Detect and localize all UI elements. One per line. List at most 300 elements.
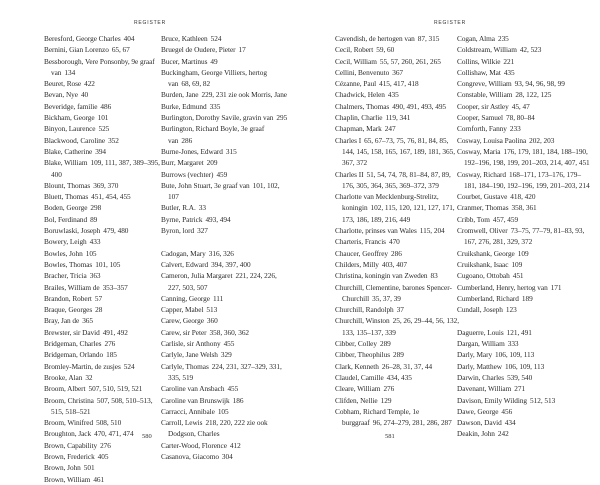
- index-entry: [457, 169, 592, 192]
- entry-pages: 28, 122, 125: [515, 90, 552, 100]
- letter-section-gap: [457, 315, 592, 326]
- entry-name: Cromwell, Oliver: [457, 226, 508, 236]
- entry-name: Broom, Albert: [44, 384, 86, 394]
- entry-name: Cavendish, de hertogen van: [335, 34, 415, 43]
- entry-pages: 276: [100, 440, 111, 450]
- entry-pages: 512, 513: [530, 395, 556, 405]
- entry-name: Cleare, William: [335, 384, 381, 394]
- index-entry: [161, 338, 289, 349]
- entry-name: Cumberland, Richard: [457, 293, 519, 303]
- index-entry: [457, 89, 592, 100]
- entry-name: Dawson, David: [457, 418, 502, 428]
- entry-name: Cooper, sir Astley: [457, 101, 509, 111]
- entry-pages: 129: [380, 395, 392, 405]
- entry-pages: 101, 102, 107: [168, 180, 280, 202]
- entry-name: Churchill, Clementine, barones Spencer-Churchill: [335, 282, 452, 303]
- index-entry: [335, 191, 460, 225]
- index-entry: [44, 327, 166, 338]
- entry-name: Bruce, Kathleen: [161, 34, 208, 43]
- entry-name: Chadwick, Helen: [335, 90, 385, 100]
- entry-name: Brown, Frederick: [44, 451, 95, 461]
- index-entry: [335, 304, 460, 315]
- entry-name: Bridgeman, Charles: [44, 339, 102, 349]
- entry-pages: 451, 454, 455: [91, 192, 131, 202]
- entry-name: Cadogan, Mary: [161, 248, 206, 258]
- index-entry: [335, 406, 460, 429]
- entry-pages: 57: [94, 293, 103, 303]
- entry-name: Carew, George: [161, 316, 204, 326]
- index-entry: [44, 112, 166, 123]
- entry-pages: 89: [90, 214, 98, 224]
- entry-name: Caroline van Brunswijk: [161, 395, 230, 405]
- index-entry: [335, 169, 460, 192]
- index-entry: [335, 67, 460, 78]
- entry-pages: 435: [387, 90, 399, 100]
- entry-name: Charteris, Francis: [335, 237, 386, 247]
- entry-name: Cogan, Alma: [457, 34, 495, 43]
- index-entry: [161, 123, 289, 146]
- entry-pages: 404: [123, 34, 135, 43]
- index-entry: [161, 225, 289, 236]
- index-entry: [161, 259, 289, 270]
- entry-pages: 493, 494: [205, 214, 231, 224]
- entry-pages: 93, 94, 96, 98, 99: [514, 79, 565, 89]
- entry-name: Dawe, George: [457, 406, 499, 416]
- entry-name: Carlyle, Jane Welsh: [161, 350, 218, 360]
- entry-name: Carlyle, Thomas: [161, 361, 209, 371]
- entry-pages: 186: [232, 395, 244, 405]
- entry-pages: 358, 361: [511, 203, 537, 213]
- entry-pages: 286: [181, 135, 193, 145]
- entry-pages: 394: [95, 146, 107, 156]
- entry-name: Cobham, Richard Temple, 1e burggraaf: [335, 406, 420, 428]
- index-entry: [44, 202, 166, 213]
- entry-pages: 365: [82, 316, 93, 326]
- index-entry: [161, 361, 289, 384]
- index-entry: [335, 372, 460, 383]
- index-entry: [457, 395, 592, 406]
- entry-name: Bracher, Tricia: [44, 271, 87, 281]
- entry-pages: 455: [223, 339, 235, 349]
- entry-name: Coldstream, William: [457, 45, 517, 55]
- entry-pages: 96, 274–279, 281, 286, 287: [372, 418, 452, 428]
- index-entry: [335, 236, 460, 247]
- entry-name: Cameron, Julia Margaret: [161, 271, 233, 281]
- entry-name: Cumberland, Henry, hertog van: [457, 282, 548, 292]
- entry-name: Bluett, Thomas: [44, 192, 89, 202]
- index-entry: [335, 44, 460, 55]
- entry-pages: 298: [90, 203, 102, 213]
- entry-pages: 456: [501, 406, 513, 416]
- entry-pages: 507, 508, 510–513, 515, 518–521: [51, 395, 153, 416]
- entry-name: Binyon, Laurence: [44, 124, 96, 134]
- index-entry: [44, 361, 166, 372]
- entry-name: Beresford, George Charles: [44, 34, 121, 43]
- running-head: REGISTER: [434, 20, 466, 26]
- index-entry: [457, 372, 592, 383]
- entry-name: Capper, Mabel: [161, 305, 204, 315]
- entry-pages: 121, 491: [506, 327, 532, 337]
- page-number: 581: [385, 433, 395, 440]
- entry-pages: 455: [227, 384, 239, 394]
- entry-name: Cranmer, Thomas: [457, 203, 509, 213]
- entry-name: Burden, Jane: [161, 90, 199, 100]
- entry-pages: 394, 397, 400: [211, 259, 251, 269]
- entry-name: Charlotte, prinses van Wales: [335, 226, 417, 236]
- entry-name: Braque, Georges: [44, 305, 93, 315]
- entry-name: Byron, lord: [161, 226, 195, 236]
- entry-name: Carew, sir Peter: [161, 327, 207, 337]
- entry-name: Cruikshank, George: [457, 248, 515, 258]
- entry-name: Beveridge, familie: [44, 101, 98, 111]
- entry-pages: 37: [396, 305, 404, 315]
- entry-name: Darwin, Charles: [457, 372, 505, 382]
- index-entry: [161, 56, 289, 67]
- index-entry: [44, 101, 166, 112]
- entry-name: Blake, William: [44, 158, 88, 168]
- letter-section-gap: [161, 236, 289, 247]
- entry-pages: 434: [504, 418, 516, 428]
- entry-name: Cézanne, Paul: [335, 79, 377, 89]
- index-entry: [161, 202, 289, 213]
- entry-name: Boden, George: [44, 203, 88, 213]
- entry-pages: 55, 57, 260, 261, 265: [379, 56, 441, 66]
- entry-pages: 42, 523: [519, 45, 542, 55]
- entry-pages: 276: [383, 384, 395, 394]
- index-entry: [335, 270, 460, 281]
- entry-pages: 101, 105: [95, 259, 121, 269]
- index-entry: [335, 259, 460, 270]
- entry-pages: 83: [430, 271, 438, 281]
- index-entry: [457, 56, 592, 67]
- index-entry: [161, 180, 289, 203]
- entry-pages: 40: [80, 90, 89, 100]
- index-column: [44, 33, 166, 485]
- entry-pages: 422: [84, 79, 95, 89]
- entry-name: Cribb, Tom: [457, 214, 490, 224]
- entry-pages: 491, 492: [102, 327, 128, 337]
- index-entry: [457, 67, 592, 78]
- index-entry: [457, 225, 592, 248]
- entry-name: Collins, Wilkie: [457, 56, 501, 66]
- index-entry: [457, 146, 592, 169]
- index-entry: [44, 417, 166, 428]
- entry-pages: 369, 370: [93, 180, 119, 190]
- entry-name: Christina, koningin van Zweden: [335, 271, 428, 281]
- entry-pages: 289: [393, 350, 404, 360]
- index-entry: [44, 349, 166, 360]
- entry-pages: 185: [106, 350, 117, 360]
- entry-pages: 403, 407: [381, 259, 407, 269]
- entry-name: Dargan, William: [457, 339, 505, 349]
- entry-name: Cosway, Richard: [457, 169, 507, 179]
- entry-pages: 513: [206, 305, 218, 315]
- index-entry: [457, 270, 592, 281]
- index-entry: [457, 44, 592, 55]
- entry-pages: 221: [503, 56, 515, 66]
- entry-pages: 329: [220, 350, 232, 360]
- entry-pages: 105: [85, 248, 97, 258]
- entry-name: Brown, Capability: [44, 440, 98, 450]
- entry-pages: 508, 510: [96, 418, 122, 428]
- entry-pages: 247: [384, 124, 396, 134]
- index-entry: [44, 44, 166, 55]
- entry-pages: 363: [89, 271, 101, 281]
- index-entry: [44, 191, 166, 202]
- entry-name: Davenant, William: [457, 384, 512, 394]
- entry-pages: 451: [512, 271, 524, 281]
- index-entry: [457, 191, 592, 202]
- index-entry: [457, 361, 592, 372]
- entry-pages: 101: [97, 113, 109, 123]
- index-entry: [44, 440, 166, 451]
- entry-pages: 412: [229, 440, 241, 450]
- index-entry: [457, 112, 592, 123]
- entry-name: Bowles, Thomas: [44, 259, 93, 269]
- entry-name: Cecil, William: [335, 56, 377, 66]
- entry-name: Darly, Mary: [457, 350, 493, 360]
- entry-pages: 123: [505, 305, 517, 315]
- entry-name: Constable, William: [457, 90, 513, 100]
- entry-pages: 109: [517, 248, 529, 258]
- entry-pages: 35, 37, 39: [372, 293, 401, 303]
- entry-pages: 109, 111, 387, 389–395, 400: [51, 158, 160, 179]
- index-entry: [161, 383, 289, 394]
- entry-name: Childers, Milly: [335, 259, 379, 269]
- entry-name: Chapman, Mark: [335, 124, 382, 134]
- entry-pages: 106, 109, 113: [505, 361, 545, 371]
- entry-pages: 119, 341: [385, 113, 411, 123]
- entry-pages: 106, 109, 113: [495, 350, 535, 360]
- index-entry: [161, 304, 289, 315]
- index-entry: [335, 383, 460, 394]
- entry-name: Cornforth, Fanny: [457, 124, 507, 134]
- entry-name: Courbet, Gustave: [457, 192, 508, 202]
- index-entry: [457, 78, 592, 89]
- index-entry: [161, 169, 289, 180]
- right-page: [300, 0, 600, 460]
- index-entry: [457, 349, 592, 360]
- entry-pages: 435: [503, 67, 515, 77]
- index-entry: [161, 327, 289, 338]
- entry-pages: 315: [225, 146, 237, 156]
- index-entry: [161, 270, 289, 293]
- entry-pages: 134: [64, 67, 76, 77]
- entry-pages: 65, 67: [111, 45, 130, 55]
- entry-name: Brewster, sir David: [44, 327, 100, 337]
- entry-pages: 105: [217, 406, 229, 416]
- index-entry: [161, 33, 289, 44]
- entry-pages: 457, 459: [492, 214, 519, 224]
- entry-pages: 271: [514, 384, 526, 394]
- entry-name: Charlotte van Mecklenburg-Strelitz, koningin: [335, 192, 439, 213]
- entry-name: Carlisle, sir Anthony: [161, 339, 221, 349]
- index-entry: [457, 327, 592, 338]
- entry-name: Brooke, Alan: [44, 372, 83, 382]
- entry-pages: 49: [210, 56, 218, 66]
- entry-name: Cruikshank, Isaac: [457, 259, 509, 269]
- index-entry: [457, 282, 592, 293]
- index-entry: [161, 146, 289, 157]
- index-entry: [457, 417, 592, 428]
- index-entry: [335, 395, 460, 406]
- index-entry: [161, 67, 289, 90]
- entry-pages: 461: [93, 474, 105, 484]
- entry-pages: 295: [276, 113, 288, 123]
- entry-name: Bessborough, Vere Ponsonby, 9e graaf van: [44, 56, 155, 77]
- entry-pages: 367: [392, 67, 404, 77]
- index-entry: [161, 157, 289, 168]
- index-entry: [457, 202, 592, 213]
- entry-pages: 33: [198, 203, 206, 213]
- entry-pages: 286: [391, 248, 402, 258]
- entry-name: Brown, William: [44, 474, 91, 484]
- entry-name: Burlington, Richard Boyle, 3e graaf van: [161, 124, 265, 145]
- entry-pages: 111: [212, 293, 224, 303]
- entry-name: Byrne, Patrick: [161, 214, 203, 224]
- entry-name: Burr, Margaret: [161, 158, 204, 168]
- entry-pages: 405: [97, 451, 109, 461]
- index-entry: [335, 338, 460, 349]
- index-entry: [44, 462, 166, 473]
- entry-name: Broom, Winifred: [44, 418, 94, 428]
- entry-name: Cosway, Maria: [457, 146, 501, 156]
- entry-name: Churchill, Winston: [335, 316, 390, 326]
- index-entry: [161, 89, 289, 100]
- index-entry: [457, 383, 592, 394]
- entry-name: Blount, Thomas: [44, 180, 91, 190]
- entry-pages: 327: [197, 226, 208, 236]
- index-entry: [161, 44, 289, 55]
- entry-pages: 176, 179, 181, 184, 188–190, 192–196, 198, 199, 201–203, 214, 407, 451: [464, 146, 590, 168]
- entry-name: Carroll, Lewis: [161, 418, 203, 428]
- index-entry: [44, 259, 166, 270]
- index-entry: [161, 406, 289, 417]
- entry-pages: 358, 360, 362: [209, 327, 250, 337]
- page-number: 580: [142, 433, 152, 440]
- entry-pages: 68, 69, 82: [181, 79, 211, 89]
- entry-pages: 218, 220, 222 zie ook Dodgson, Charles: [168, 418, 268, 439]
- entry-name: Casanova, Giacomo: [161, 451, 219, 461]
- index-entry: [44, 474, 166, 485]
- entry-name: Congreve, William: [457, 79, 512, 89]
- entry-name: Charles I: [335, 135, 362, 145]
- index-entry: [335, 89, 460, 100]
- entry-pages: 221, 224, 226, 227, 503, 507: [168, 271, 277, 292]
- index-entry: [457, 101, 592, 112]
- entry-pages: 490, 491, 493, 495: [392, 101, 447, 111]
- entry-pages: 353–357: [102, 282, 128, 292]
- entry-pages: 229, 231 zie ook Morris, Jane: [201, 90, 287, 100]
- entry-name: Charles II: [335, 169, 364, 179]
- index-entry: [335, 101, 460, 112]
- entry-name: Daguerre, Louis: [457, 327, 504, 337]
- entry-name: Cooper, Samuel: [457, 113, 504, 123]
- entry-name: Beuret, Rose: [44, 79, 82, 89]
- index-entry: [44, 56, 166, 79]
- entry-name: Bute, John Stuart, 3e graaf van: [161, 180, 250, 190]
- entry-name: Boruwlaski, Joseph: [44, 226, 101, 236]
- entry-name: Bowles, John: [44, 248, 83, 258]
- index-entry: [44, 270, 166, 281]
- index-entry: [335, 33, 460, 44]
- entry-pages: 28: [95, 305, 103, 315]
- entry-name: Brailes, William de: [44, 282, 100, 292]
- entry-pages: 415, 417, 418: [379, 79, 419, 89]
- entry-name: Carracci, Annibale: [161, 406, 215, 416]
- index-entry: [44, 78, 166, 89]
- entry-name: Caroline van Ansbach: [161, 384, 225, 394]
- entry-pages: 233: [509, 124, 521, 134]
- entry-name: Burne-Jones, Edward: [161, 146, 223, 156]
- index-entry: [161, 417, 289, 440]
- entry-name: Bucer, Martinus: [161, 56, 208, 66]
- entry-name: Bernini, Gian Lorenzo: [44, 45, 109, 55]
- entry-name: Claudel, Camille: [335, 372, 384, 382]
- entry-pages: 78, 80–84: [506, 113, 535, 123]
- entry-pages: 102, 115, 120, 121, 127, 171, 173, 186, 189, 216, 449: [342, 203, 455, 224]
- entry-pages: 433: [89, 237, 101, 247]
- entry-pages: 418, 420: [510, 192, 536, 202]
- entry-pages: 109: [511, 259, 523, 269]
- index-entry: [335, 56, 460, 67]
- entry-name: Cibber, Colley: [335, 339, 377, 349]
- index-entry: [335, 349, 460, 360]
- entry-pages: 189: [521, 293, 533, 303]
- entry-name: Clark, Kenneth: [335, 361, 379, 371]
- entry-pages: 51, 54, 74, 78, 81–84, 87, 89, 176, 305, 364, 365, 369–372, 379: [342, 169, 451, 190]
- entry-name: Blackwood, Caroline: [44, 135, 106, 145]
- entry-name: Carter-Wood, Florence: [161, 440, 227, 450]
- index-entry: [335, 361, 460, 372]
- index-entry: [44, 236, 166, 247]
- index-entry: [335, 112, 460, 123]
- index-entry: [44, 282, 166, 293]
- entry-name: Calvert, Edward: [161, 259, 209, 269]
- entry-pages: 235: [497, 34, 509, 43]
- index-entry: [44, 33, 166, 44]
- index-entry: [44, 383, 166, 394]
- entry-name: Davison, Emily Wilding: [457, 395, 528, 405]
- index-entry: [335, 315, 460, 338]
- index-entry: [161, 440, 289, 451]
- entry-name: Brown, John: [44, 463, 81, 473]
- index-entry: [44, 372, 166, 383]
- index-entry: [44, 214, 166, 225]
- entry-name: Chaplin, Charlie: [335, 113, 383, 123]
- entry-pages: 26–28, 31, 37, 44: [381, 361, 433, 371]
- entry-name: Blake, Catherine: [44, 146, 93, 156]
- entry-name: Burrows (vechter): [161, 169, 214, 179]
- entry-pages: 209: [206, 158, 218, 168]
- index-entry: [44, 451, 166, 462]
- entry-pages: 168–171, 173–176, 179–181, 184–190, 192–196, 199, 201–203, 214: [464, 169, 590, 190]
- entry-pages: 539, 540: [507, 372, 533, 382]
- entry-pages: 486: [100, 101, 112, 111]
- index-entry: [335, 78, 460, 89]
- index-entry: [161, 248, 289, 259]
- index-entry: [161, 451, 289, 462]
- index-entry: [335, 135, 460, 169]
- entry-name: Bromley-Martin, de zusjes: [44, 361, 121, 371]
- index-column: [457, 33, 592, 440]
- entry-name: Bray, Jan de: [44, 316, 80, 326]
- index-entry: [44, 315, 166, 326]
- entry-pages: 470, 471, 474: [94, 429, 134, 439]
- entry-pages: 479, 480: [103, 226, 129, 236]
- entry-name: Darly, Matthew: [457, 361, 503, 371]
- index-entry: [457, 123, 592, 134]
